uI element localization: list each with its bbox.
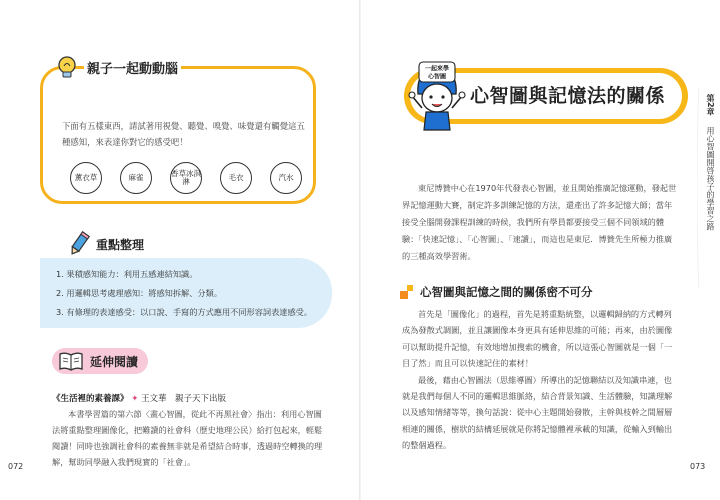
open-book-icon [58,350,84,372]
page-gutter [359,0,361,500]
left-page-number: 072 [8,462,24,471]
activity-title: 親子一起動動腦 [84,58,181,77]
sense-item: 毛衣 [220,162,252,194]
activity-header [56,54,181,80]
sense-item: 薰衣草 [70,162,102,194]
star-icon: ✦ [131,394,139,404]
book-citation [52,392,226,404]
chapter-title: 心智圖與記憶法的關係 [470,85,666,107]
right-page-number: 073 [690,462,706,471]
section-paragraph: 首先是「圖像化」的過程，首先是將重點統整，以邏輯歸納的方式轉列成為發散式調圖，並且讓圖像本身更具有延伸思維的可能；再來，由於圖像可以幫助提升記憶，有效地增加搜索的機會，所以這張心智圖就是一個「一目了然」而且可以快速記住的素材！ [402,309,673,369]
mascot-tag-line2: 心智圖 [427,73,447,81]
section-marker-icon [400,285,414,299]
intro-paragraph: 東尼博贊中心在1970年代發表心智圖，並且開始推廣記憶運動，發起世界記憶運動大賽，制定許多訓練記憶的方法，還產出了許多記憶大師；當年接受全腦開發課程訓練的時候，我們所有學員都要接受三個不同領域的體驗：「快速記憶」、「心智圖」、「速讀」，而這也是東尼．博贊先生所極力推廣的三種高效學習術。 [402,183,677,261]
section-paragraph: 最後，藉由心智圖法（思維導圖）所導出的記憶聯結以及知識串連，也就是我們每個人不同的邏輯思維脈絡，結合背景知識、生活體驗，知識理解以及感知情緒等等，換句話說：從中心主題開始發散，主幹與枝幹之間層層相連的關係，樹狀的結構延展就是你將記憶體裡承載的知識，從輸入到輸出的整個過程。 [402,374,673,451]
pencil-icon [66,230,92,258]
extended-reading-header [52,348,148,374]
extended-reading-body: 本書學習篇的第六節〈畫心智圖，從此不再黑社會〉指出：利用心智圖法將重點整理圖像化，把難讀的社會科（歷史地理公民）給打包起來，輕鬆閱讀！同時也強調社會科的素養無非就是希望結合時事，透過時空轉換的理解，幫助同學融入我們現實的「社會」。 [52,409,323,467]
mascot-illustration [406,56,468,136]
key-points-title: 重點整理 [96,237,145,252]
book-author-publisher: 王文華 親子天下出版 [141,394,227,404]
extended-reading-title: 延伸閱讀 [90,354,139,369]
side-tab-text: 用心智圖開啓孩子的學習之路 [706,126,715,231]
sense-item: 香草冰淇淋 [170,162,202,194]
sense-item: 麻雀 [120,162,152,194]
key-point-item: 2. 用邏輯思考處理感知：將感知拆解、分類。 [56,288,222,298]
key-points-box [40,258,332,328]
key-point-item: 3. 有條理的表達感受：以口說、手寫的方式應用不同形容詞表達感受。 [56,307,313,317]
sense-item: 汽水 [270,162,302,194]
key-point-item: 1. 果積感知能力：利用五感連結知識。 [56,269,198,279]
book-title: 《生活裡的素養課》 [52,394,129,404]
sense-item-list [70,162,302,194]
section-body [402,306,678,454]
activity-intro: 下面有五樣東西，請試著用視覺、聽覺、嗅覺、味覺還有觸覺這五種感知，來表達你對它的感受吧！ [62,121,305,147]
side-tab-label [702,94,716,231]
section-title: 心智圖與記憶之間的關係密不可分 [420,285,593,299]
mascot-tag-line1: 一起來學 [424,65,450,73]
key-points-header [66,230,144,258]
lightbulb-icon [56,55,78,79]
side-tab-chapter: 第2章 [706,94,715,116]
section-header [400,284,593,300]
